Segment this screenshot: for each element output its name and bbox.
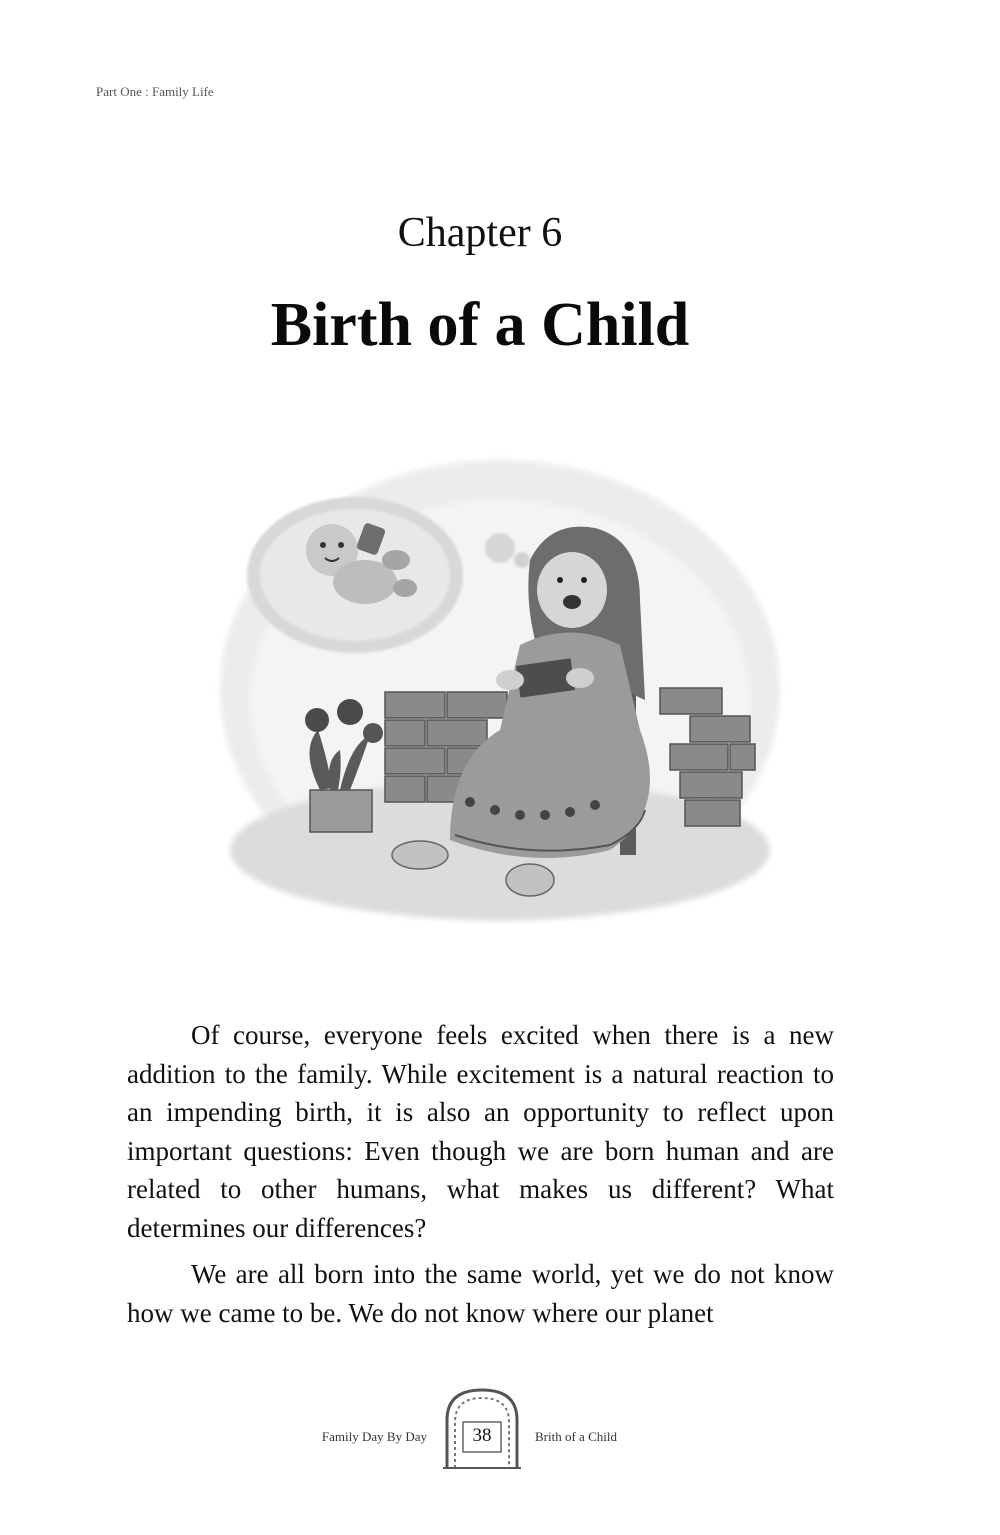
paragraph: Of course, everyone feels excited when there is a new addition to the family. While excitement is a natural reaction to an impending birth, it is also an opportunity to reflect upon important questions: Even though we are born human and are related to other humans, what makes us different? What determines our differences? — [127, 1020, 834, 1243]
page-number: 38 — [472, 1425, 492, 1446]
running-head: Part One : Family Life — [96, 84, 214, 99]
footer-chapter-title: Brith of a Child — [535, 1429, 617, 1444]
footer-book-title: Family Day By Day — [321, 1429, 427, 1444]
paragraph: We are all born into the same world, yet we do not know how we came to be. We do not know where our planet — [127, 1259, 834, 1328]
chapter-label: Chapter 6 — [397, 209, 563, 256]
body-text — [127, 1016, 834, 1340]
chapter-title: Birth of a Child — [270, 290, 690, 359]
chapter-illustration — [200, 430, 790, 950]
page-footer — [0, 1380, 1000, 1480]
